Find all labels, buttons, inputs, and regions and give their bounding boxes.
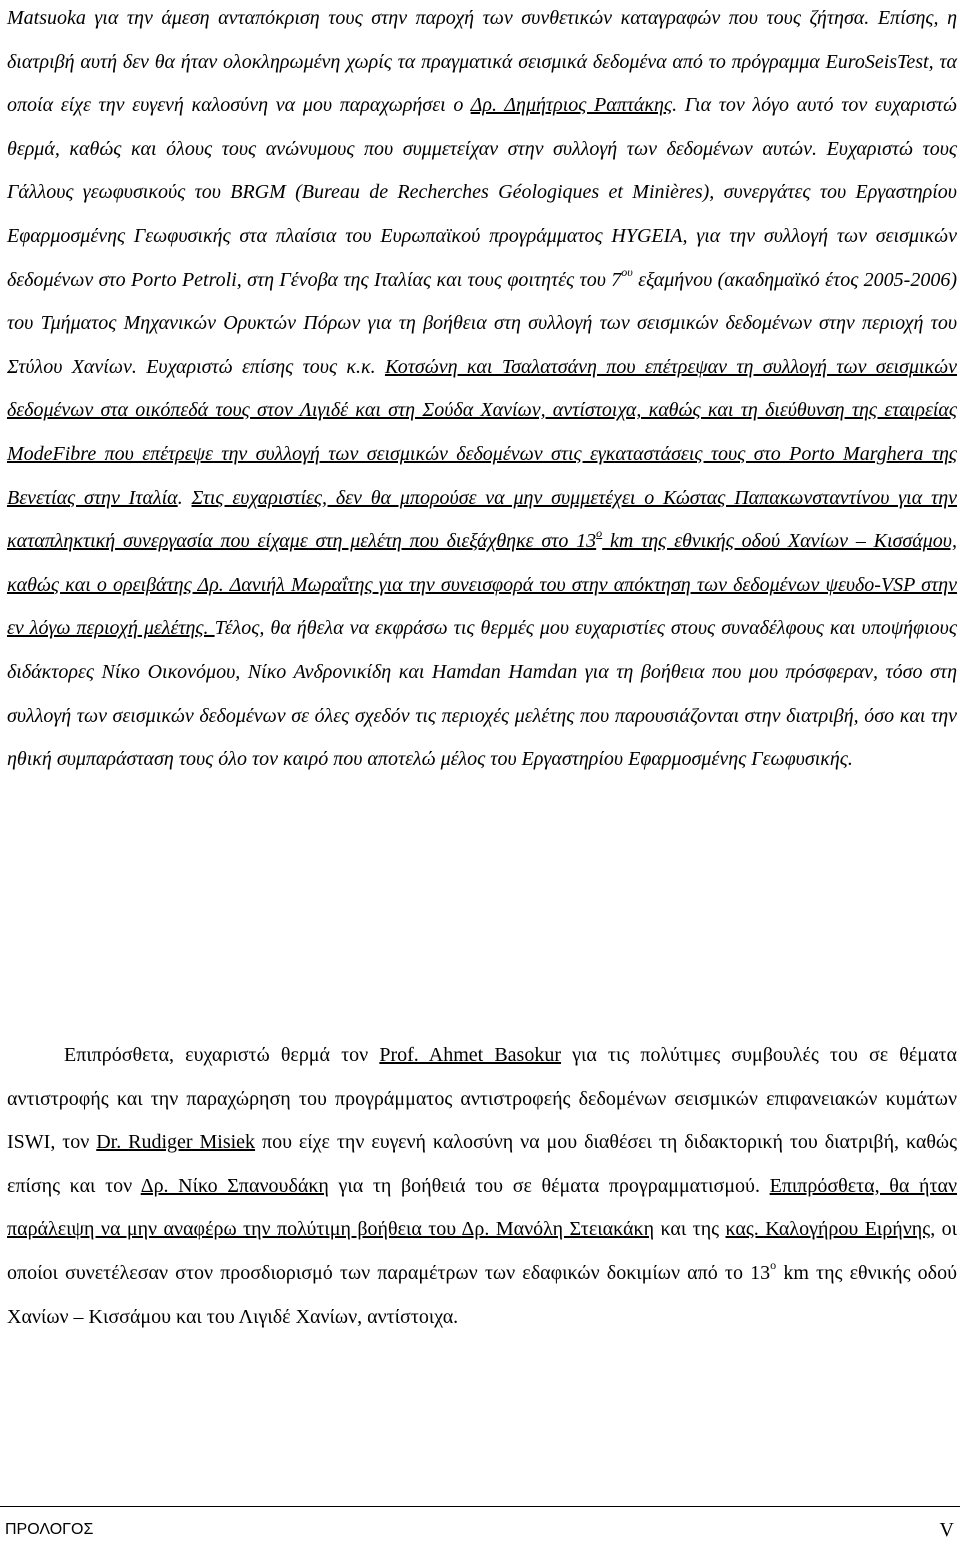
text-run-underlined: km της εθνικής οδού Χανίων – Κισσάμου, καθώς και ο ορειβάτης	[7, 530, 957, 596]
text-run: Ευχαριστώ τους Γάλλους γεωφυσικούς του BRGM (Bureau de Recherches Géologiques et Minières), συνεργάτες του Εργαστηρίου Εφαρμοσμένης Γεωφυσικής στα πλαίσια του Ευρωπαϊκού προγράμματος HYGEIA, για την συλλογή των σεισμικών δεδομένων στο Porto Petroli, στη Γένοβα της Ιταλίας και τους φοιτητές του 7	[7, 137, 957, 291]
text-run-underlined: για την συνεισφορά του στην απόκτηση των δεδομένων ψευδο-VSP στην εν λόγω περιοχή μελέτης.	[7, 573, 957, 640]
text-run: Matsuoka για την άμεση ανταπόκριση τους στην παροχή των συνθετικών καταγραφών που τους ζήτησα. Επίσης, η διατριβή αυτή δεν θα ήταν ολοκληρωμένη χωρίς τα πραγματικά σεισμικά δεδομένα από το πρόγραμμα EuroSeisTest, τα οποία είχε την ευγενή καλοσύνη να μου παραχωρήσει ο	[7, 7, 957, 117]
acknowledgements-paragraph-1	[7, 0, 957, 782]
text-run-underlined: Δρ. Δανιήλ Μωραΐτης	[197, 573, 373, 596]
acknowledgements-paragraph-2	[7, 1034, 957, 1339]
text-run-underlined: Prof. Ahmet Basokur	[379, 1044, 561, 1066]
page-number: V	[939, 1519, 954, 1541]
text-run-underlined: Dr. Rudiger Misiek	[96, 1131, 256, 1154]
text-run-underlined: Δρ. Μανόλη Στειακάκη	[461, 1218, 655, 1241]
footer-section-title: ΠΡΟΛΟΓΟΣ	[5, 1521, 94, 1538]
text-run-underlined: Δρ. Δημήτριος Ραπτάκης	[470, 94, 673, 117]
text-run: Τέλος, θα ήθελα να εκφράσω τις θερμές μου ευχαριστίες στους συναδέλφους και υποψήφιους διδάκτορες Νίκο Οικονόμου, Νίκο Ανδρονικίδη και Hamdan Hamdan για τη βοήθεια που μου πρόσφεραν, τόσο στη συλλογή των σεισμικών δεδομένων σε όλες σχεδόν τις περιοχές μελέτης που παρουσιάζονται στην διατριβή, όσο και την ηθική συμπαράσταση τους όλο τον καιρό που αποτελώ μέλος του Εργαστηρίου Εφαρμοσμένης Γεωφυσικής.	[7, 617, 957, 771]
superscript: ο	[596, 526, 603, 541]
text-run-underlined: Δρ. Νίκο Σπανουδάκη	[140, 1174, 329, 1197]
text-run: για τις πολύτιμες συμβουλές του σε θέματα αντιστροφής και την παραχώρηση του προγράμματος αντιστροφεής δεδομένων σεισμικών επιφανειακών κυμάτων ISWI, τον	[7, 1044, 957, 1154]
superscript: ου	[621, 264, 633, 279]
text-run: km της εθνικής οδού Χανίων – Κισσάμου και του Λιγιδέ Χανίων, αντίστοιχα.	[7, 1261, 957, 1328]
text-run: .	[177, 486, 192, 509]
text-run-underlined: Στις ευχαριστίες, δεν θα μπορούσε να μην συμμετέχει ο Κώστας Παπακωνσταντίνου για την καταπληκτική συνεργασία που είχαμε στη μελέτη που διεξάχθηκε στο 13	[7, 486, 957, 553]
text-run: , οι οποίοι συνετέλεσαν στον προσδιορισμό των παραμέτρων των εδαφικών δοκιμίων από το 13	[7, 1218, 957, 1284]
superscript: ο	[770, 1258, 777, 1273]
text-run: εξαμήνου (ακαδημαϊκό έτος 2005-2006) του Τμήματος Μηχανικών Ορυκτών Πόρων για τη βοήθεια στη συλλογή των σεισμικών δεδομένων στην περιοχή του Στύλου Χανίων. Ευχαριστώ επίσης τους κ.κ.	[7, 268, 957, 378]
footer-divider	[0, 1506, 960, 1507]
text-run: Επιπρόσθετα, ευχαριστώ θερμά τον	[64, 1044, 380, 1066]
text-run-underlined: Κοτσώνη και Τσαλατσάνη που επέτρεψαν τη συλλογή των σεισμικών δεδομένων στα οικόπεδά τους στον Λιγιδέ και στη Σούδα Χανίων, αντίστοιχα, καθώς και τη διεύθυνση της εταιρείας ModeFibre που επέτρεψε την συλλογή των σεισμικών δεδομένων στις εγκαταστάσεις τους στο Porto Marghera της Βενετίας στην Ιταλία	[7, 355, 957, 509]
text-run: που είχε την ευγενή καλοσύνη να μου διαθέσει τη διδακτορική του διατριβή, καθώς επίσης και τον	[7, 1131, 957, 1197]
text-run: και της	[654, 1218, 726, 1241]
text-run: για τη βοήθειά του σε θέματα προγραμματισμού.	[328, 1174, 770, 1197]
text-run-underlined: κας. Καλογήρου Ειρήνης	[725, 1218, 931, 1241]
text-run: . Για τον λόγο αυτό τον ευχαριστώ θερμά, καθώς και όλους τους ανώνυμους που συμμετείχαν στην συλλογή των δεδομένων αυτών.	[7, 94, 957, 160]
text-run-underlined: Επιπρόσθετα, θα ήταν παράλειψη να μην αναφέρω την πολύτιμη βοήθεια του	[7, 1174, 958, 1241]
